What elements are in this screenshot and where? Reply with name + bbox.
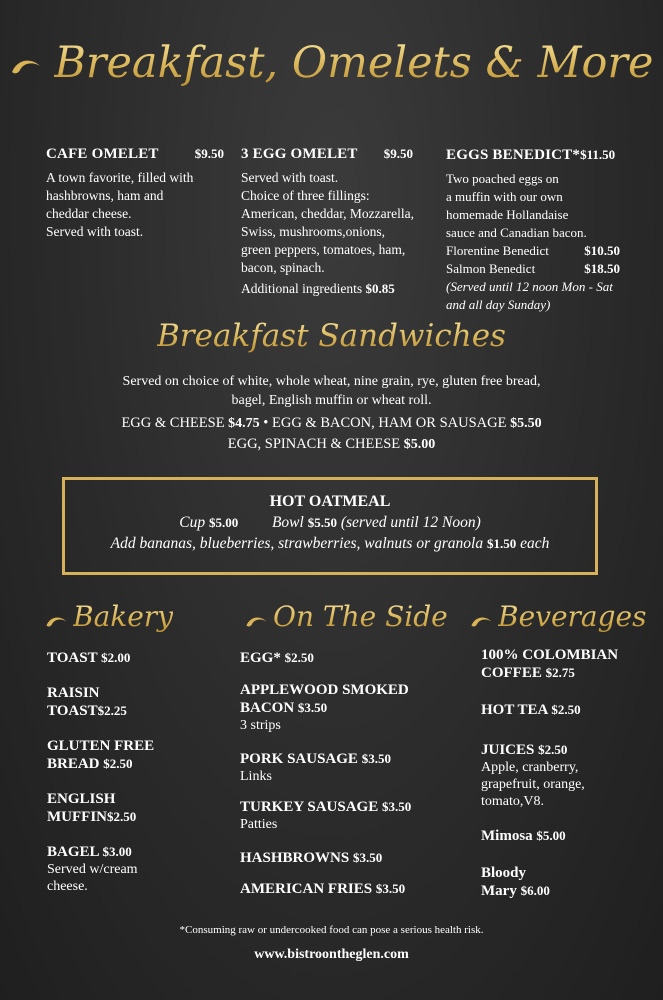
side-item-egg: EGG* $2.50 xyxy=(240,650,314,666)
flourish-icon xyxy=(245,614,269,630)
item-description: Served with toast. Choice of three fillings: American, cheddar, Mozzarella, Swiss, mushrooms,onions, green peppers, tomatoes, ham, bacon, spinach. Additional ingredients $0.85 xyxy=(241,169,441,298)
item-description: A town favorite, filled with hashbrowns, ham and cheddar cheese. Served with toast. xyxy=(46,170,194,239)
side-item-american-fries: AMERICAN FRIES $3.50 xyxy=(240,881,406,897)
item-price: $11.50 xyxy=(580,147,616,162)
beverage-item-coffee: 100% COLOMBIAN COFFEE $2.75 xyxy=(481,647,619,681)
oatmeal-title: HOT OATMEAL xyxy=(269,493,391,510)
item-price: $9.50 xyxy=(194,146,224,161)
bakery-item-english-muffin: ENGLISH MUFFIN$2.50 xyxy=(47,791,137,825)
side-item-hashbrowns: HASHBROWNS $3.50 xyxy=(240,850,383,866)
beverage-item-bloody-mary: Bloody Mary $6.00 xyxy=(481,865,550,899)
sandwiches-description: Served on choice of white, whole wheat, nine grain, rye, gluten free bread, bagel, English muffin or wheat roll. xyxy=(122,374,541,408)
oatmeal-addons: Add bananas, blueberries, strawberries, walnuts or granola $1.50 each xyxy=(110,535,550,552)
section-title-beverages: Beverages xyxy=(470,600,646,633)
side-item-pork-sausage: PORK SAUSAGE $3.50 Links xyxy=(240,751,391,784)
website-url: www.bistroontheglen.com xyxy=(254,947,409,962)
main-title xyxy=(0,38,663,88)
bakery-item-raisin-toast: RAISIN TOAST$2.25 xyxy=(47,685,127,719)
flourish-icon xyxy=(470,614,494,630)
health-warning: *Consuming raw or undercooked food can pose a serious health risk. xyxy=(179,924,484,936)
variant-florentine: Florentine Benedict $10.50 xyxy=(446,243,620,258)
flourish-icon xyxy=(45,614,69,630)
beverage-item-mimosa: Mimosa $5.00 xyxy=(481,828,566,844)
menu-item-eggs-benedict xyxy=(446,146,626,314)
flourish-icon xyxy=(10,56,44,78)
item-name: EGGS BENEDICT* xyxy=(446,147,581,163)
item-name: CAFE OMELET xyxy=(46,146,159,162)
bakery-item-bagel: BAGEL $3.00 Served w/cream cheese. xyxy=(47,844,138,894)
variant-salmon: Salmon Benedict $18.50 xyxy=(446,261,620,276)
main-title-text: Breakfast, Omelets & More xyxy=(54,38,654,88)
section-title-side: On The Side xyxy=(245,600,448,633)
beverage-item-juices: JUICES $2.50 Apple, cranberry, grapefruit, orange, tomato,V8. xyxy=(481,742,585,809)
additional-ingredients: Additional ingredients $0.85 xyxy=(241,281,395,296)
item-description: Two poached eggs on a muffin with our own homemade Hollandaise sauce and Canadian bacon. Florentine Benedict $10.50 Salmon Benedict $18.50 (Served until 12 noon Mon - Sat and all day Sunday) xyxy=(446,171,620,312)
section-title-bakery: Bakery xyxy=(45,600,173,633)
item-price: $9.50 xyxy=(383,146,413,161)
menu-item-cafe-omelet xyxy=(46,146,231,241)
bakery-item-gluten-free-bread: GLUTEN FREE BREAD $2.50 xyxy=(47,738,155,772)
beverage-item-hot-tea: HOT TEA $2.50 xyxy=(481,702,581,718)
side-item-turkey-sausage: TURKEY SAUSAGE $3.50 Patties xyxy=(240,799,412,832)
oatmeal-sizes: Cup $5.00 Bowl $5.50 (served until 12 Noon) xyxy=(179,514,481,531)
sandwiches-prices: EGG & CHEESE $4.75 • EGG & BACON, HAM OR SAUSAGE $5.50 EGG, SPINACH & CHEESE $5.00 xyxy=(121,415,542,452)
bakery-item-toast: TOAST $2.00 xyxy=(47,650,131,666)
oatmeal-box xyxy=(62,477,598,575)
menu-item-3-egg-omelet xyxy=(241,146,441,298)
item-name: 3 EGG OMELET xyxy=(241,146,358,162)
side-item-bacon: APPLEWOOD SMOKED BACON $3.50 3 strips xyxy=(240,682,409,733)
section-title-sandwiches: Breakfast Sandwiches xyxy=(157,318,506,354)
